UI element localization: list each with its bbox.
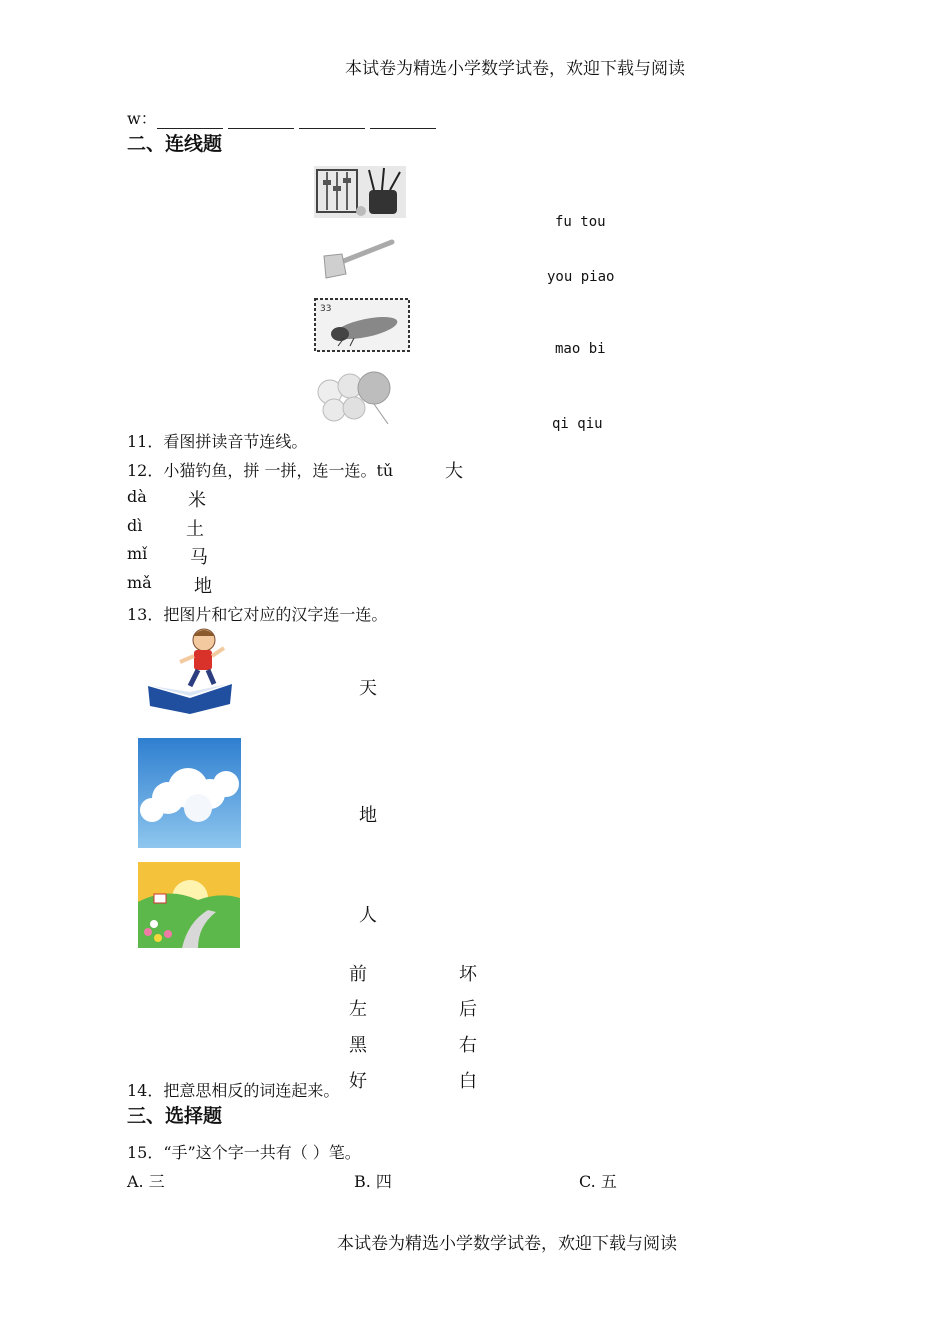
balloons-image	[312, 370, 398, 428]
section-title-choice: 三、选择题	[127, 1105, 223, 1127]
pinyin-option[interactable]: dì	[127, 516, 143, 535]
char-option[interactable]: 土	[186, 519, 204, 540]
word-right[interactable]: 白	[459, 1071, 477, 1092]
word-left[interactable]: 好	[349, 1071, 367, 1092]
question-12-text: 12．小猫钓鱼，拼 一拼，连一连。	[127, 461, 377, 480]
char-option[interactable]: 天	[359, 678, 377, 699]
section-title-matching: 二、连线题	[127, 133, 223, 155]
answer-blank[interactable]	[228, 115, 294, 129]
char-option[interactable]: 地	[359, 805, 377, 826]
boy-on-book-image	[146, 626, 234, 716]
answer-blank[interactable]	[370, 115, 436, 129]
page-footer: 本试卷为精选小学数学试卷，欢迎下载与阅读	[337, 1234, 677, 1254]
word-left[interactable]: 黑	[349, 1035, 367, 1056]
question-11: 11．看图拼读音节连线。	[127, 432, 308, 451]
abacus-pens-image	[314, 166, 406, 218]
pinyin-option[interactable]: mǎ	[127, 573, 152, 592]
char-option[interactable]: 米	[188, 490, 206, 511]
question-13: 13．把图片和它对应的汉字连一连。	[127, 605, 388, 624]
word-left[interactable]: 前	[349, 964, 367, 985]
landscape-image	[138, 862, 240, 948]
axe-image	[316, 236, 396, 284]
char-option[interactable]: 大	[445, 461, 463, 482]
char-option[interactable]: 人	[359, 905, 377, 926]
pinyin-option[interactable]: you piao	[547, 269, 615, 285]
answer-blank[interactable]	[157, 115, 223, 129]
option-b[interactable]: B. 四	[354, 1172, 392, 1191]
char-option[interactable]: 地	[194, 576, 212, 597]
answer-blank[interactable]	[299, 115, 365, 129]
pinyin-option[interactable]: tǔ	[376, 461, 394, 480]
option-a[interactable]: A. 三	[127, 1172, 165, 1191]
sky-clouds-image	[138, 738, 241, 848]
pinyin-option[interactable]: qi qiu	[552, 416, 603, 432]
cicada-stamp-image	[314, 298, 410, 352]
pinyin-option[interactable]: mao bi	[555, 341, 606, 357]
char-option[interactable]: 马	[190, 547, 208, 568]
w-label: w：	[127, 109, 157, 128]
word-right[interactable]: 坏	[459, 964, 477, 985]
pinyin-option[interactable]: dà	[127, 487, 147, 506]
question-14: 14．把意思相反的词连起来。	[127, 1081, 340, 1100]
page-header: 本试卷为精选小学数学试卷，欢迎下载与阅读	[345, 59, 685, 79]
word-right[interactable]: 后	[459, 999, 477, 1020]
word-right[interactable]: 右	[459, 1035, 477, 1056]
word-left[interactable]: 左	[349, 999, 367, 1020]
pinyin-option[interactable]: fu tou	[555, 214, 606, 230]
question-12	[127, 458, 393, 481]
svg-text:33: 33	[320, 304, 332, 314]
question-15: 15．“手”这个字一共有（ ）笔。	[127, 1143, 361, 1162]
option-c[interactable]: C. 五	[579, 1172, 617, 1191]
pinyin-option[interactable]: mǐ	[127, 544, 148, 563]
w-answer-line	[127, 106, 441, 129]
